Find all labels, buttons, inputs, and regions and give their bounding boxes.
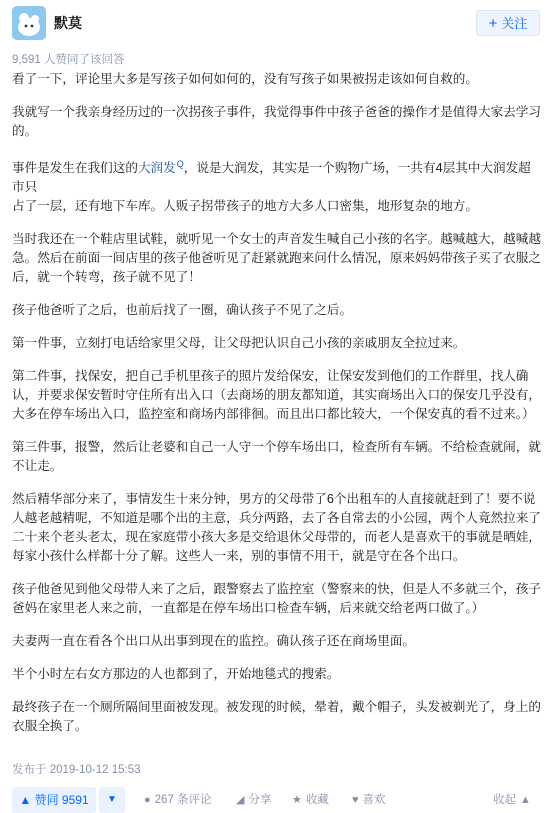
keyword-link[interactable] [138,161,184,175]
author-name[interactable]: 默莫 [54,15,82,31]
comments-label: 267 条评论 [154,794,212,806]
comment-icon: ● [144,794,151,806]
share-button[interactable] [236,787,271,813]
upvote-count-note: 9,591 人赞同了该回答 [12,54,125,66]
share-label: 分享 [248,794,272,806]
like-button[interactable] [352,787,386,813]
action-bar [0,787,552,813]
triangle-down-icon: ▼ [107,794,117,805]
paragraph-text: ，说是大润发，其实是一个购物广场，一共有4层其中大润发超市只 [12,161,531,195]
collect-label: 收藏 [305,794,329,806]
paragraph: 半个小时左右女方那边的人也都到了，开始地毯式的搜索。 [12,667,340,682]
paragraph [12,155,542,197]
heart-icon: ♥ [352,794,359,806]
answer-header [0,0,552,46]
downvote-button[interactable] [99,787,125,813]
keyword-text: 大润发 [137,161,176,176]
star-icon: ★ [292,794,302,806]
avatar[interactable] [12,6,46,40]
paragraph: 看了一下，评论里大多是写孩子如何如何的，没有写孩子如果被拐走该如何自救的。 [12,72,478,86]
share-icon: ◢ [236,794,245,806]
plus-icon: + [488,15,498,32]
paragraph: 夫妻两一直在看各个出口从出事到现在的监控。确认孩子还在商场里面。 [12,634,415,649]
collapse-button[interactable] [493,787,531,813]
paragraph: 占了一层，还有地下车库。人贩子拐带孩子的地方大多人口密集，地形复杂的地方。 [12,199,478,214]
comments-button[interactable] [144,787,212,813]
search-keyword-icon: Q [176,159,184,169]
paragraph: 当时我还在一个鞋店里试鞋，就听见一个女士的声音发生喊自己小孩的名字。越喊越大，越喊越急。然后在前面一间店里的孩子他爸听见了赶紧就跑来问什么情况，原来妈妈带孩子买了衣服之后，就一个转弯，孩子就不见了！ [12,232,541,285]
paragraph: 然后精华部分来了，事情发生十来分钟，男方的父母带了6个出租车的人直接就赶到了！要不说人越老越精呢，不知道是哪个出的主意，兵分两路，去了各自常去的小公园，两个人竟然拉来了二十来个老头老太，现在家庭带小孩大多是交给退休父母带的，而老人是喜欢干的事就是晒娃，每家小孩什么样都十分了解。这些人一来，别的事情不用干，就是守在各个出口。 [12,492,541,564]
like-label: 喜欢 [362,794,386,806]
paragraph-text: 事件是发生在我们这的 [12,161,138,176]
publish-time: 发布于 2019-10-12 15:53 [12,764,141,776]
collapse-label: 收起 [493,794,516,806]
paragraph: 孩子他爸见到他父母带人来了之后，跟警察去了监控室（警察来的快，但是人不多就三个，孩子爸妈在家里老人来之前，一直都是在停车场出口检查车辆，后来就交给老两口做了。） [12,582,541,616]
paragraph: 最终孩子在一个厕所隔间里面被发现。被发现的时候，晕着，戴个帽子，头发被剃光了，身上的衣服全换了。 [12,700,541,734]
follow-label: 关注 [501,16,528,31]
paragraph: 我就写一个我亲身经历过的一次拐孩子事件，我觉得事件中孩子爸爸的操作才是值得大家去学习的。 [12,105,541,138]
paragraph: 第三件事，报警，然后让老婆和自己一人守一个停车场出口，检查所有车辆。不给检查就闹，就不让走。 [12,440,541,474]
answer-content [12,70,542,750]
collect-button[interactable] [292,787,329,813]
paragraph: 孩子他爸听了之后，也前后找了一圈，确认孩子不见了之后。 [12,303,353,318]
triangle-up-icon: ▲ [19,793,35,807]
chevron-up-icon: ▲ [520,794,531,806]
paragraph: 第一件事，立刻打电话给家里父母，让父母把认识自己小孩的亲戚朋友全拉过来。 [12,336,466,351]
paragraph: 第二件事，找保安，把自己手机里孩子的照片发给保安，让保安发到他们的工作群里，找人确认，并要求保安暂时守住所有出入口（去商场的朋友都知道，其实商场出入口的保安几乎没有，大多在停车场出入口，监控室和商场内部徘徊。而且出口都比较大，一个保安真的看不过来。） [12,369,541,422]
upvote-button[interactable] [12,787,96,813]
follow-button[interactable] [476,10,540,36]
upvote-label: 赞同 9591 [34,793,89,807]
